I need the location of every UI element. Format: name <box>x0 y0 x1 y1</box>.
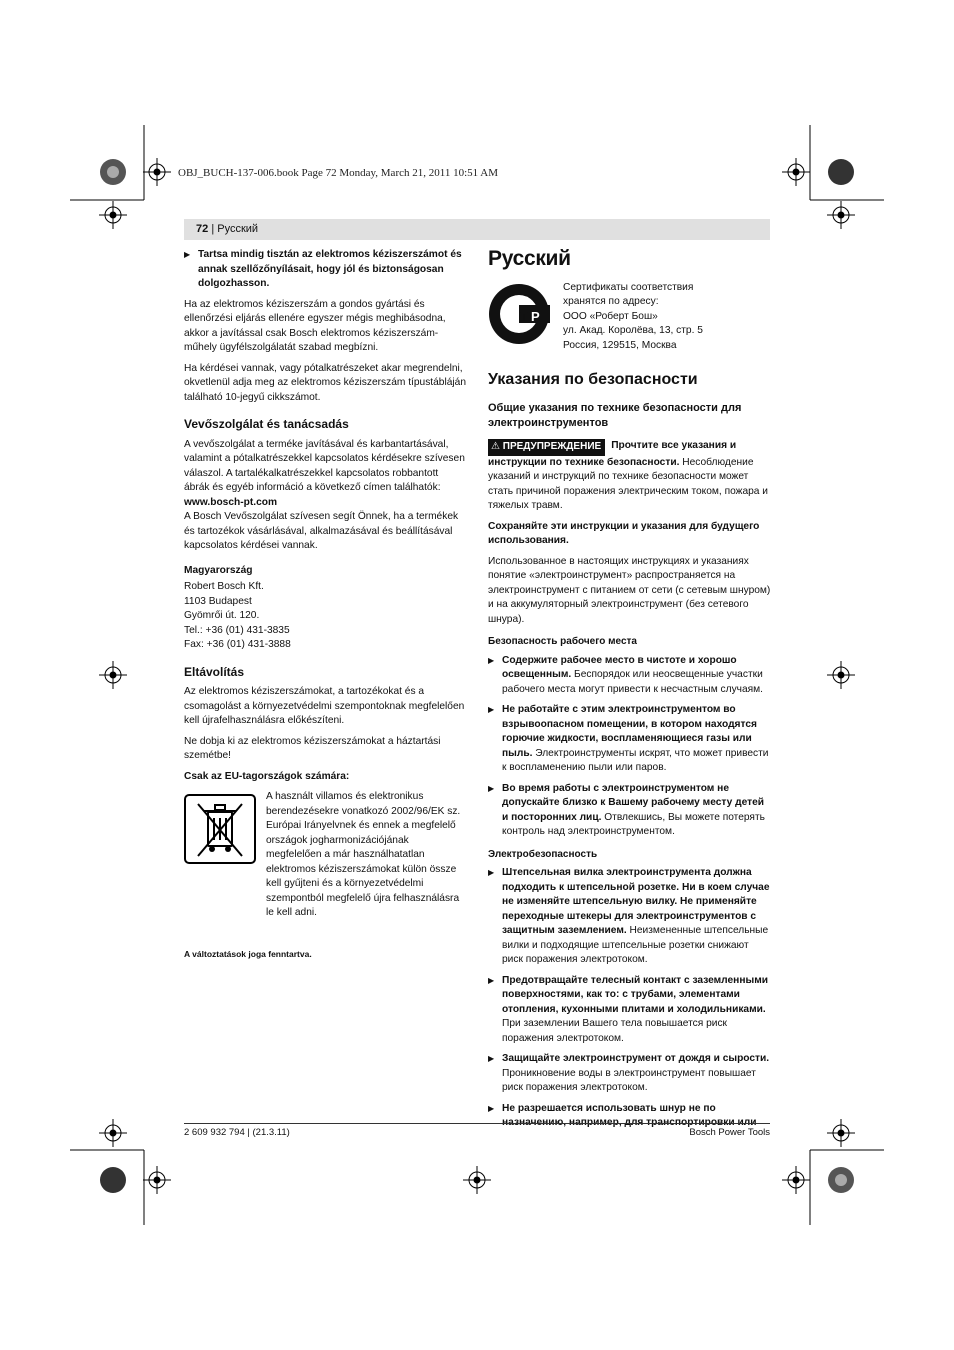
paragraph: Ne dobja ki az elektromos kéziszerszámokat a háztartási szemétbe! <box>184 735 441 761</box>
paragraph: Az elektromos kéziszerszámokat, a tartozékokat és a csomagolást a környezetvédelmi szempontoknak megfelelően kell újrafelhasználásra előkészíteni. <box>184 686 465 726</box>
bullet-text: Отвлекшись, Вы можете потерять контроль над электроинструментом. <box>502 811 765 837</box>
header-language: Русский <box>217 223 259 235</box>
right-column <box>488 247 771 1137</box>
page-header <box>196 223 258 235</box>
paragraph: A Bosch Vevőszolgálat szívesen segít Önnek, ha a termékek és tartozékok vásárlásával, alkalmazásával és beállításával kapcsolatos kérdései vannak. <box>184 511 459 551</box>
bullet-bold: Содержите рабочее место в чистоте и хорошо освещенным. <box>502 654 737 680</box>
country-heading: Magyarország <box>184 564 253 576</box>
footer-doc-number: 2 609 932 794 | (21.3.11) <box>184 1127 290 1138</box>
bullet-item <box>488 703 771 776</box>
page-title: Русский <box>488 247 571 270</box>
weee-text: A használt villamos és elektronikus berendezésekre vonatkozó 2002/96/EK sz. Európai Irányelvnek és ennek a megfelelő országok jogharmonizációjának megfelelően a már használhatatlan elektromos kéziszerszámokat külön össze kell gyűjteni és a környezetvédelmi szempontból megfelelő újra felhasználásra le kell adni. <box>266 791 461 918</box>
weee-block <box>184 790 466 921</box>
footer-brand: Bosch Power Tools <box>689 1127 770 1138</box>
bullet-item <box>488 654 771 698</box>
subsection-heading: Общие указания по технике безопасности для электроинструментов <box>488 402 742 429</box>
cert-line: Россия, 129515, Москва <box>563 339 677 351</box>
svg-text:Р: Р <box>531 308 540 324</box>
header-separator: | <box>211 223 215 235</box>
bullet-bold: Предотвращайте телесный контакт с заземленными поверхностями, как то: с трубами, элементами отопления, кухонными плитами и холодильниками. <box>502 974 768 1015</box>
subsection-heading: Безопасность рабочего места <box>488 636 637 647</box>
section-heading: Eltávolítás <box>184 664 245 679</box>
crossed-bin-icon <box>184 794 256 864</box>
bullet-item <box>488 782 771 840</box>
paragraph: A vevőszolgálat a terméke javításával és karbantartásával, valamint a pótalkatrészekkel kapcsolatos kérdésekre szívesen válaszol. A tartalékalkatrészekkel kapcsolatos robbantott ábrák és egyéb információ a következő címen találhatók: <box>184 438 465 493</box>
section-heading: Vevőszolgálat és tanácsadás <box>184 417 349 431</box>
address-line: Robert Bosch Kft. <box>184 581 264 592</box>
paragraph: Использованное в настоящих инструкциях и указаниях понятие «электроинструмент» распространяется на электроинструмент с питанием от сети (с сетевым шнуром) и на аккумуляторный электроинструмент (без сетевого шнура). <box>488 555 771 625</box>
left-column <box>184 248 466 961</box>
warning-paragraph <box>488 439 771 514</box>
warning-badge: ⚠ ПРЕДУПРЕЖДЕНИЕ <box>488 439 605 456</box>
warning-bold: Прочтите все указания и инструкции по технике безопасности. <box>488 440 737 468</box>
cert-line: хранятся по адресу: <box>563 296 659 307</box>
bullet-bold: Не разрешается использовать шнур не по <box>502 1102 716 1114</box>
paragraph: Ha kérdései vannak, vagy pótalkatrészeket akar megrendelni, okvetlenül adja meg az elektromos kéziszerszám típustábláján található 10-jegyű cikkszámot. <box>184 362 466 403</box>
bullet-bold: Не работайте с этим электроинструментом во взрывоопасном помещении, в котором находятся горючие жидкости, воспламеняющиеся газы или пыль. <box>502 704 757 759</box>
eu-heading: Csak az EU-tagországok számára: <box>184 770 350 782</box>
paragraph: Ha az elektromos kéziszerszám a gondos gyártási és ellenőrzési eljárás ellenére egyszer mégis meghibásodna, akkor a javítással csak Bosch elektromos kéziszerszám-műhely ügyfélszolgálatát szabad megbízni. <box>184 298 446 353</box>
bullet-text: Неизмененные штепсельные вилки и подходящие штепсельные розетки снижают риск поражения электротоком. <box>502 925 769 965</box>
warning-label: ПРЕДУПРЕЖДЕНИЕ <box>502 441 602 452</box>
rights-note: A változtatások joga fenntartva. <box>184 948 312 959</box>
fax: Fax: +36 (01) 431-3888 <box>184 639 291 650</box>
page-number: 72 <box>196 223 209 235</box>
cert-line: ул. Акад. Королёва, 13, стр. 5 <box>563 325 703 336</box>
certificate-text <box>563 281 768 354</box>
footer-rule <box>184 1123 770 1124</box>
certificate-block <box>488 281 771 355</box>
bullet-item <box>488 866 771 968</box>
bullet-item: ▶ Tartsa mindig tisztán az elektromos kéziszerszámot és annak szellőzőnyílásait, hogy jól és biztonságosan dolgozhasson. <box>184 248 466 292</box>
cert-line: ООО «Роберт Бош» <box>563 310 658 322</box>
bullet-item <box>488 974 771 1047</box>
section-heading: Указания по безопасности <box>488 370 698 388</box>
warning-text: Несоблюдение указаний и инструкций по технике безопасности может стать причиной поражения электрическим током, пожара и тяжелых травм. <box>488 456 768 511</box>
bullet-bold: Защищайте электроинструмент от дождя и сырости. <box>502 1053 770 1064</box>
bullet-text: При заземлении Вашего тела повышается риск поражения электротоком. <box>502 1018 727 1044</box>
bullet-item <box>488 1052 771 1096</box>
file-info: OBJ_BUCH-137-006.book Page 72 Monday, March 21, 2011 10:51 AM <box>178 167 499 179</box>
svg-text:Т: Т <box>520 308 528 324</box>
phone: Tel.: +36 (01) 431-3835 <box>184 624 290 636</box>
bullet-text: Беспорядок или неосвещенные участки рабочего места могут привести к несчастным случаям. <box>502 669 764 695</box>
keep-instructions: Сохраняйте эти инструкции и указания для будущего использования. <box>488 520 760 546</box>
eac-certification-logo-icon <box>488 283 550 345</box>
header-bar <box>184 219 770 240</box>
address-line: 1103 Budapest <box>184 595 252 607</box>
bullet-bold: Во время работы с электроинструментом не допускайте близко к Вашему рабочему месту детей и посторонних лиц. <box>502 782 765 823</box>
website-url: www.bosch-pt.com <box>184 496 278 508</box>
bullet-bold: Штепсельная вилка электроинструмента должна подходить к штепсельной розетке. Ни в коем случае не изменяйте штепсельную вилку. Не применяйте переходные штекеры для электроинструментов с защитным заземлением. <box>502 867 770 936</box>
cert-line: Сертификаты соответствия <box>563 281 694 293</box>
bullet-text: Электроинструменты искрят, что может привести к воспламенению пыли или паров. <box>502 747 769 773</box>
bullet-text: Проникновение воды в электроинструмент повышает риск поражения электротоком. <box>502 1067 756 1093</box>
subsection-heading: Электробезопасность <box>488 848 598 860</box>
address-line: Gyömrői út. 120. <box>184 610 260 621</box>
